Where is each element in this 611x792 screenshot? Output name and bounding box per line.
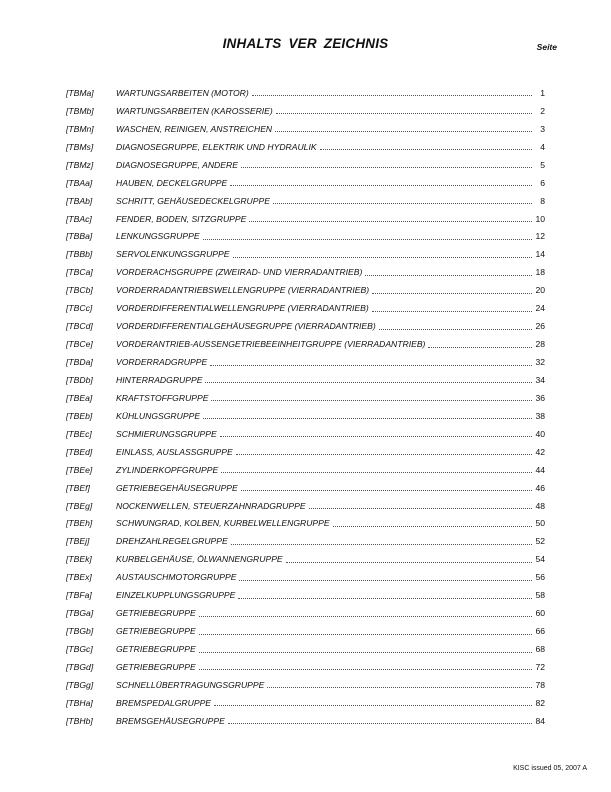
toc-dot-leader — [309, 508, 532, 509]
toc-row[interactable] — [66, 532, 545, 550]
toc-row[interactable] — [66, 425, 545, 443]
issue-note: KISC issued 05, 2007 A — [513, 765, 587, 772]
toc-section-code: [TBEa] — [66, 392, 93, 403]
toc-section-code: [TBEd] — [66, 446, 93, 457]
toc-row[interactable] — [66, 515, 545, 533]
toc-row[interactable] — [66, 443, 545, 461]
toc-section-code: [TBGc] — [66, 644, 93, 655]
toc-dot-leader — [231, 544, 532, 545]
toc-page-number: 34 — [535, 374, 545, 385]
toc-entry — [116, 536, 545, 546]
toc-row[interactable] — [66, 479, 545, 497]
toc-entry — [116, 411, 545, 421]
toc-section-code: [TBEg] — [66, 500, 93, 511]
toc-dot-leader — [199, 652, 532, 653]
toc-row[interactable] — [66, 604, 545, 622]
toc-entry — [116, 644, 545, 654]
toc-dot-leader — [236, 454, 532, 455]
toc-section-title: BREMSPEDALGRUPPE — [116, 697, 212, 708]
toc-page-number: 36 — [535, 392, 545, 403]
toc-section-code: [TBBb] — [66, 249, 93, 260]
toc-section-title: DIAGNOSEGRUPPE, ELEKTRIK UND HYDRAULIK — [116, 141, 317, 152]
toc-section-code: [TBBa] — [66, 231, 93, 242]
toc-page-number: 2 — [540, 105, 545, 116]
toc-page-number: 10 — [535, 213, 545, 224]
toc-section-title: SCHMIERUNGSGRUPPE — [116, 428, 217, 439]
toc-dot-leader — [203, 418, 532, 419]
toc-row[interactable] — [66, 353, 545, 371]
toc-row[interactable] — [66, 84, 545, 102]
toc-section-code: [TBEe] — [66, 464, 93, 475]
toc-section-code: [TBFa] — [66, 590, 92, 601]
toc-page-number: 18 — [535, 267, 545, 278]
toc-row[interactable] — [66, 335, 545, 353]
toc-page-number: 3 — [540, 123, 545, 134]
toc-section-title: BREMSGEHÄUSEGRUPPE — [116, 715, 225, 726]
toc-entry — [116, 662, 545, 672]
toc-section-code: [TBCa] — [66, 267, 93, 278]
toc-page-number: 12 — [535, 231, 545, 242]
toc-dot-leader — [199, 616, 532, 617]
toc-page-number: 1 — [540, 87, 545, 98]
toc-section-title: DREHZAHLREGELGRUPPE — [116, 536, 228, 547]
toc-row[interactable] — [66, 263, 545, 281]
toc-dot-leader — [228, 723, 532, 724]
page-column-label: Seite — [536, 42, 557, 52]
toc-section-title: SCHNELLÜBERTRAGUNGSGRUPPE — [116, 679, 265, 690]
toc-dot-leader — [199, 669, 532, 670]
toc-dot-leader — [205, 382, 532, 383]
toc-entry — [116, 716, 545, 726]
toc-section-code: [TBMn] — [66, 123, 94, 134]
toc-section-title: SCHRITT, GEHÄUSEDECKELGRUPPE — [116, 195, 270, 206]
toc-entry — [116, 321, 545, 331]
toc-page-number: 8 — [540, 195, 545, 206]
toc-dot-leader — [275, 131, 532, 132]
toc-section-title: KÜHLUNGSGRUPPE — [116, 410, 201, 421]
toc-section-title: VORDERDIFFERENTIALWELLENGRUPPE (VIERRADANTRIEB) — [116, 303, 369, 314]
toc-page-number: 5 — [540, 159, 545, 170]
toc-entry — [116, 393, 545, 403]
toc-entry — [116, 429, 545, 439]
toc-row[interactable] — [66, 694, 545, 712]
toc-dot-leader — [372, 293, 532, 294]
toc-section-code: [TBHa] — [66, 697, 93, 708]
toc-row[interactable] — [66, 712, 545, 730]
toc-dot-leader — [220, 436, 532, 437]
toc-section-code: [TBDa] — [66, 357, 93, 368]
toc-dot-leader — [273, 203, 532, 204]
toc-dot-leader — [230, 185, 532, 186]
toc-entry — [116, 231, 545, 241]
toc-row[interactable] — [66, 586, 545, 604]
toc-page-number: 46 — [535, 482, 545, 493]
toc-section-title: KURBELGEHÄUSE, ÖLWANNENGRUPPE — [116, 554, 283, 565]
toc-page-number: 14 — [535, 249, 545, 260]
toc-section-code: [TBCd] — [66, 321, 93, 332]
toc-page-number: 78 — [535, 679, 545, 690]
toc-section-title: VORDERACHSGRUPPE (ZWEIRAD- UND VIERRADANTRIEB) — [116, 267, 363, 278]
toc-entry — [116, 608, 545, 618]
toc-entry — [116, 267, 545, 277]
toc-section-title: GETRIEBEGRUPPE — [116, 661, 196, 672]
toc-section-title: ZYLINDERKOPFGRUPPE — [116, 464, 219, 475]
toc-page-number: 82 — [535, 697, 545, 708]
toc-section-code: [TBMz] — [66, 159, 94, 170]
toc-section-code: [TBAc] — [66, 213, 92, 224]
toc-dot-leader — [286, 562, 532, 563]
toc-page-number: 66 — [535, 626, 545, 637]
toc-section-code: [TBCc] — [66, 303, 93, 314]
toc-row[interactable] — [66, 622, 545, 640]
toc-page-number: 50 — [535, 518, 545, 529]
toc-section-title: NOCKENWELLEN, STEUERZAHNRADGRUPPE — [116, 500, 306, 511]
toc-entry — [116, 88, 545, 98]
toc-dot-leader — [199, 634, 532, 635]
toc-page-number: 4 — [540, 141, 545, 152]
toc-page-number: 32 — [535, 357, 545, 368]
toc-row[interactable] — [66, 228, 545, 246]
toc-section-code: [TBGa] — [66, 608, 94, 619]
toc-section-code: [TBEc] — [66, 428, 92, 439]
toc-section-title: EINLASS, AUSLASSGRUPPE — [116, 446, 233, 457]
toc-row[interactable] — [66, 210, 545, 228]
toc-section-code: [TBGd] — [66, 661, 94, 672]
toc-section-title: GETRIEBEGRUPPE — [116, 626, 196, 637]
toc-row[interactable] — [66, 317, 545, 335]
toc-page-number: 26 — [535, 321, 545, 332]
toc-page-number: 48 — [535, 500, 545, 511]
toc-row[interactable] — [66, 658, 545, 676]
toc-dot-leader — [320, 149, 532, 150]
toc-entry — [116, 339, 545, 349]
toc-entry — [116, 465, 545, 475]
toc-dot-leader — [428, 347, 532, 348]
toc-section-code: [TBAa] — [66, 177, 93, 188]
toc-section-title: WARTUNGSARBEITEN (KAROSSERIE) — [116, 105, 273, 116]
toc-dot-leader — [267, 687, 532, 688]
toc-page-number: 44 — [535, 464, 545, 475]
toc-entry — [116, 160, 545, 170]
toc-entry — [116, 142, 545, 152]
toc-section-code: [TBMb] — [66, 105, 94, 116]
toc-row[interactable] — [66, 281, 545, 299]
toc-row[interactable] — [66, 120, 545, 138]
toc-entry — [116, 303, 545, 313]
toc-section-code: [TBEf] — [66, 482, 90, 493]
toc-section-title: VORDERRADANTRIEBSWELLENGRUPPE (VIERRADANTRIEB) — [116, 285, 370, 296]
toc-page-number: 54 — [535, 554, 545, 565]
toc-section-title: GETRIEBEGRUPPE — [116, 644, 196, 655]
toc-section-code: [TBMs] — [66, 141, 94, 152]
toc-section-code: [TBEx] — [66, 572, 92, 583]
toc-entry — [116, 285, 545, 295]
toc-dot-leader — [249, 221, 532, 222]
toc-section-title: GETRIEBEGEHÄUSEGRUPPE — [116, 482, 238, 493]
toc-section-title: LENKUNGSGRUPPE — [116, 231, 200, 242]
toc-section-code: [TBEj] — [66, 536, 90, 547]
toc-section-title: SERVOLENKUNGSGRUPPE — [116, 249, 230, 260]
toc-dot-leader — [203, 239, 532, 240]
toc-entry — [116, 590, 545, 600]
toc-entry — [116, 626, 545, 636]
toc-entry — [116, 483, 545, 493]
toc-dot-leader — [238, 598, 532, 599]
toc-section-title: KRAFTSTOFFGRUPPE — [116, 392, 209, 403]
toc-dot-leader — [214, 705, 532, 706]
toc-page-number: 72 — [535, 661, 545, 672]
toc-entry — [116, 249, 545, 259]
toc-entry — [116, 698, 545, 708]
toc-page-number: 20 — [535, 285, 545, 296]
toc-section-title: DIAGNOSEGRUPPE, ANDERE — [116, 159, 238, 170]
toc-row[interactable] — [66, 245, 545, 263]
toc-dot-leader — [210, 365, 532, 366]
toc-section-code: [TBGg] — [66, 679, 94, 690]
toc-row[interactable] — [66, 102, 545, 120]
toc-dot-leader — [276, 113, 532, 114]
toc-section-code: [TBCe] — [66, 339, 93, 350]
toc-section-title: VORDERDIFFERENTIALGEHÄUSEGRUPPE (VIERRADANTRIEB) — [116, 321, 376, 332]
toc-section-title: HINTERRADGRUPPE — [116, 374, 203, 385]
toc-dot-leader — [241, 490, 532, 491]
toc-row[interactable] — [66, 371, 545, 389]
toc-section-code: [TBMa] — [66, 87, 94, 98]
toc-section-code: [TBCb] — [66, 285, 93, 296]
toc-section-code: [TBAb] — [66, 195, 93, 206]
toc-dot-leader — [252, 95, 532, 96]
toc-section-code: [TBDb] — [66, 374, 93, 385]
toc-dot-leader — [372, 311, 532, 312]
toc-section-title: VORDERANTRIEB-AUSSENGETRIEBEEINHEITGRUPPE (VIERRADANTRIEB) — [116, 339, 426, 350]
toc-entry — [116, 501, 545, 511]
toc-page-number: 84 — [535, 715, 545, 726]
toc-section-code: [TBGb] — [66, 626, 94, 637]
toc-entry — [116, 447, 545, 457]
toc-entry — [116, 375, 545, 385]
toc-row[interactable] — [66, 461, 545, 479]
toc-section-title: GETRIEBEGRUPPE — [116, 608, 196, 619]
toc-row[interactable] — [66, 407, 545, 425]
toc-row[interactable] — [66, 138, 545, 156]
page-title: INHALTS VER ZEICHNIS — [222, 36, 389, 51]
toc-dot-leader — [211, 400, 532, 401]
toc-page-number: 28 — [535, 339, 545, 350]
toc-section-title: HAUBEN, DECKELGRUPPE — [116, 177, 228, 188]
toc-page-number: 24 — [535, 303, 545, 314]
toc-page-number: 60 — [535, 608, 545, 619]
toc-dot-leader — [221, 472, 532, 473]
toc-dot-leader — [379, 329, 532, 330]
toc-page-number: 40 — [535, 428, 545, 439]
toc-row[interactable] — [66, 568, 545, 586]
toc-section-title: AUSTAUSCHMOTORGRUPPE — [116, 572, 237, 583]
toc-section-title: WARTUNGSARBEITEN (MOTOR) — [116, 87, 249, 98]
toc-row[interactable] — [66, 156, 545, 174]
table-of-contents — [66, 84, 545, 730]
toc-entry — [116, 680, 545, 690]
toc-dot-leader — [333, 526, 532, 527]
toc-page-number: 58 — [535, 590, 545, 601]
toc-section-title: VORDERRADGRUPPE — [116, 357, 208, 368]
toc-section-title: SCHWUNGRAD, KOLBEN, KURBELWELLENGRUPPE — [116, 518, 330, 529]
toc-page-number: 38 — [535, 410, 545, 421]
toc-entry — [116, 357, 545, 367]
toc-section-title: FENDER, BODEN, SITZGRUPPE — [116, 213, 247, 224]
toc-entry — [116, 124, 545, 134]
toc-section-code: [TBEk] — [66, 554, 92, 565]
toc-row[interactable] — [66, 299, 545, 317]
toc-page-number: 52 — [535, 536, 545, 547]
toc-page-number: 6 — [540, 177, 545, 188]
toc-dot-leader — [365, 275, 532, 276]
toc-entry — [116, 178, 545, 188]
toc-section-code: [TBHb] — [66, 715, 93, 726]
toc-entry — [116, 196, 545, 206]
toc-page-number: 56 — [535, 572, 545, 583]
toc-page-number: 42 — [535, 446, 545, 457]
toc-entry — [116, 106, 545, 116]
toc-section-code: [TBEb] — [66, 410, 93, 421]
toc-dot-leader — [239, 580, 532, 581]
toc-entry — [116, 554, 545, 564]
toc-section-title: WASCHEN, REINIGEN, ANSTREICHEN — [116, 123, 273, 134]
toc-section-code: [TBEh] — [66, 518, 93, 529]
toc-dot-leader — [241, 167, 532, 168]
toc-section-title: EINZELKUPPLUNGSGRUPPE — [116, 590, 236, 601]
toc-row[interactable] — [66, 550, 545, 568]
toc-page-number: 68 — [535, 644, 545, 655]
toc-dot-leader — [233, 257, 532, 258]
toc-row[interactable] — [66, 497, 545, 515]
toc-entry — [116, 214, 545, 224]
toc-row[interactable] — [66, 174, 545, 192]
toc-row[interactable] — [66, 389, 545, 407]
toc-row[interactable] — [66, 640, 545, 658]
toc-entry — [116, 518, 545, 528]
toc-row[interactable] — [66, 192, 545, 210]
toc-row[interactable] — [66, 676, 545, 694]
toc-entry — [116, 572, 545, 582]
